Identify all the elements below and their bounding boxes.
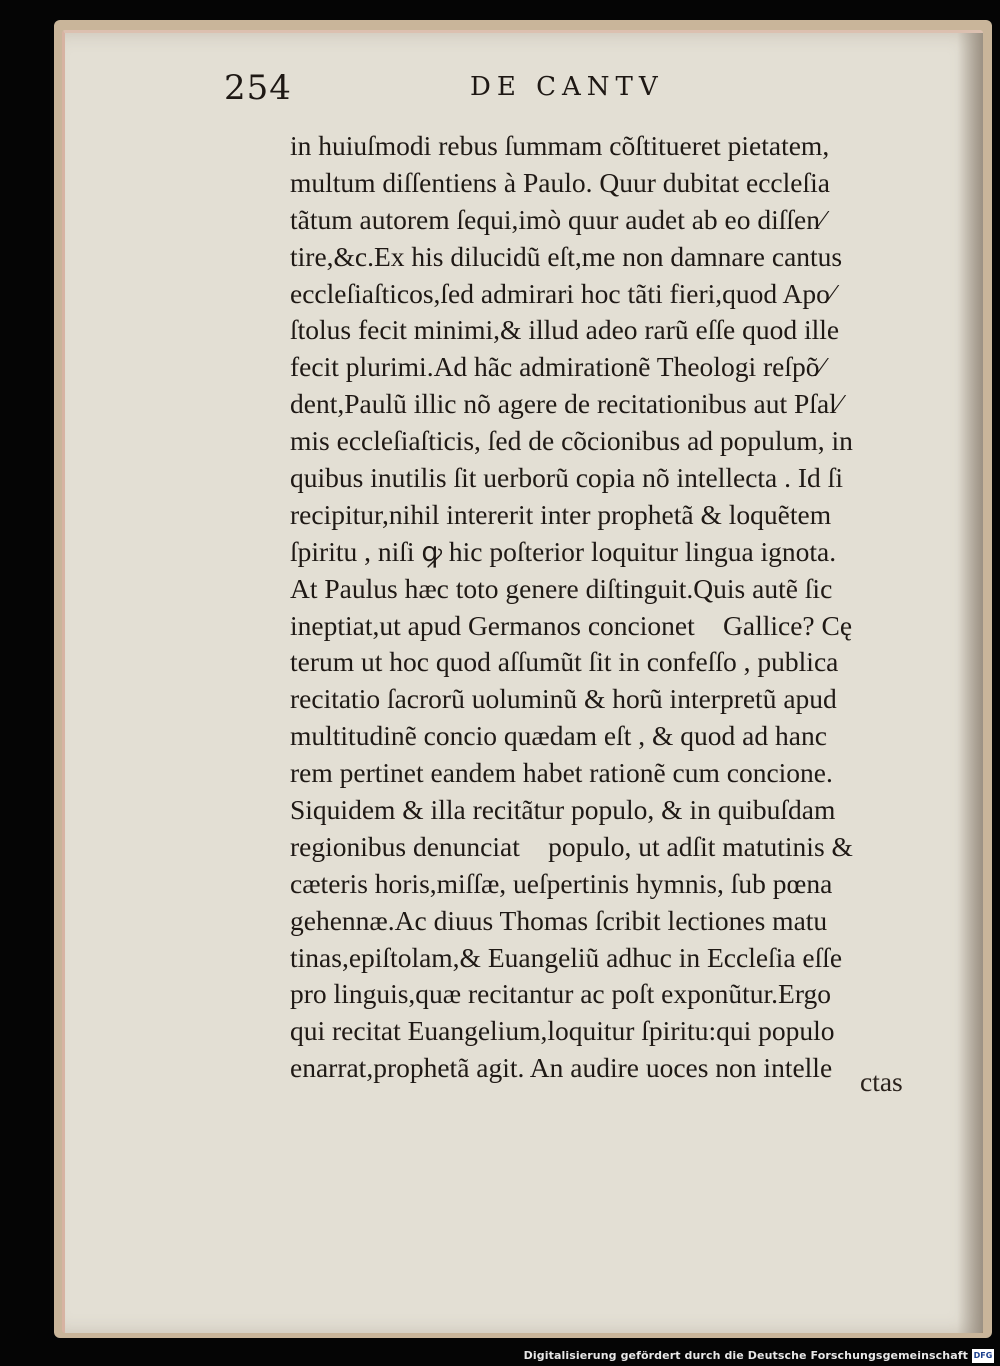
text-line: tãtum autorem ſequi,imò quur audet ab eo diſſen⁄: [290, 203, 825, 235]
text-line: ineptiat,ut apud Germanos concionetᷣ Gallice? Cę: [290, 609, 853, 641]
body-text: [290, 128, 930, 1087]
page-header: [224, 60, 864, 120]
page-number: 254: [224, 68, 292, 108]
text-line: ſtolus fecit minimi,& illud adeo rarũ eſſe quod ille: [290, 314, 840, 346]
page-gutter-shadow: [957, 33, 983, 1333]
text-line: enarrat,prophetã agit. An audire uoces non intelle: [290, 1052, 833, 1084]
text-line: At Paulus hæc toto genere diſtinguit.Quis autẽ ſic: [290, 572, 833, 604]
text-line: gehennæ.Ac diuus Thomas ſcribit lectiones matu: [290, 904, 828, 936]
running-head: DE CANTV: [470, 72, 664, 102]
dfg-logo-icon: DFG: [972, 1349, 994, 1363]
text-line: multitudinẽ concio quædam eſt , & quod ad hanc: [290, 720, 827, 752]
text-line: recitatio ſacrorũ uoluminũ & horũ interpretũ apud: [290, 683, 837, 715]
text-line: recipitur,nihil intererit inter prophetã & loquẽtem: [290, 498, 832, 530]
text-line: terum ut hoc quod aſſumũt ſit in confeſſo , publica: [290, 646, 839, 678]
text-line: in huiuſmodi rebus ſummam cõſtitueret pietatem,: [290, 130, 830, 161]
text-line: tinas,epiſtolam,& Euangeliũ adhuc in Eccleſia eſſe: [290, 941, 843, 973]
text-line: mis eccleſiaſticis, ſed de cõcionibus ad populum, in: [290, 425, 853, 457]
digitization-credit: Digitalisierung gefördert durch die Deutsche Forschungsgemeinschaft: [523, 1349, 968, 1362]
text-line: qui recitat Euangelium,loquitur ſpiritu:qui populo: [290, 1015, 835, 1047]
text-line: rem pertinet eandem habet rationẽ cum concione.: [290, 757, 833, 789]
text-line: dent,Paulũ illic nõ agere de recitationibus aut Pſal⁄: [290, 388, 842, 420]
text-line: fecit plurimi.Ad hãc admirationẽ Theologi reſpõ⁄: [290, 351, 825, 383]
text-line: eccleſiaſticos,ſed admirari hoc tãti fieri,quod Apo⁄: [290, 277, 835, 309]
text-line: ſpiritu , niſi ꝙ hic poſterior loquitur lingua ignota.: [290, 535, 837, 567]
text-line: regionibus denunciatᷣ populo, ut adſit matutinis &: [290, 830, 853, 862]
text-line: tire,&c.Ex his dilucidũ eſt,me non damnare cantus: [290, 240, 843, 272]
text-line: multum diſſentiens à Paulo. Quur dubitat eccleſia: [290, 166, 830, 198]
text-line: cæteris horis,miſſæ, ueſpertinis hymnis, ſub pœna: [290, 867, 833, 899]
text-line: quibus inutilis ſit uerborũ copia nõ intellecta . Id ſi: [290, 462, 843, 494]
catchword: ctas: [860, 1066, 903, 1097]
text-line: Siquidem & illa recitãtur populo, & in quibuſdam: [290, 794, 836, 826]
text-line: pro linguis,quæ recitantur ac poſt exponũtur.Ergo: [290, 978, 831, 1010]
